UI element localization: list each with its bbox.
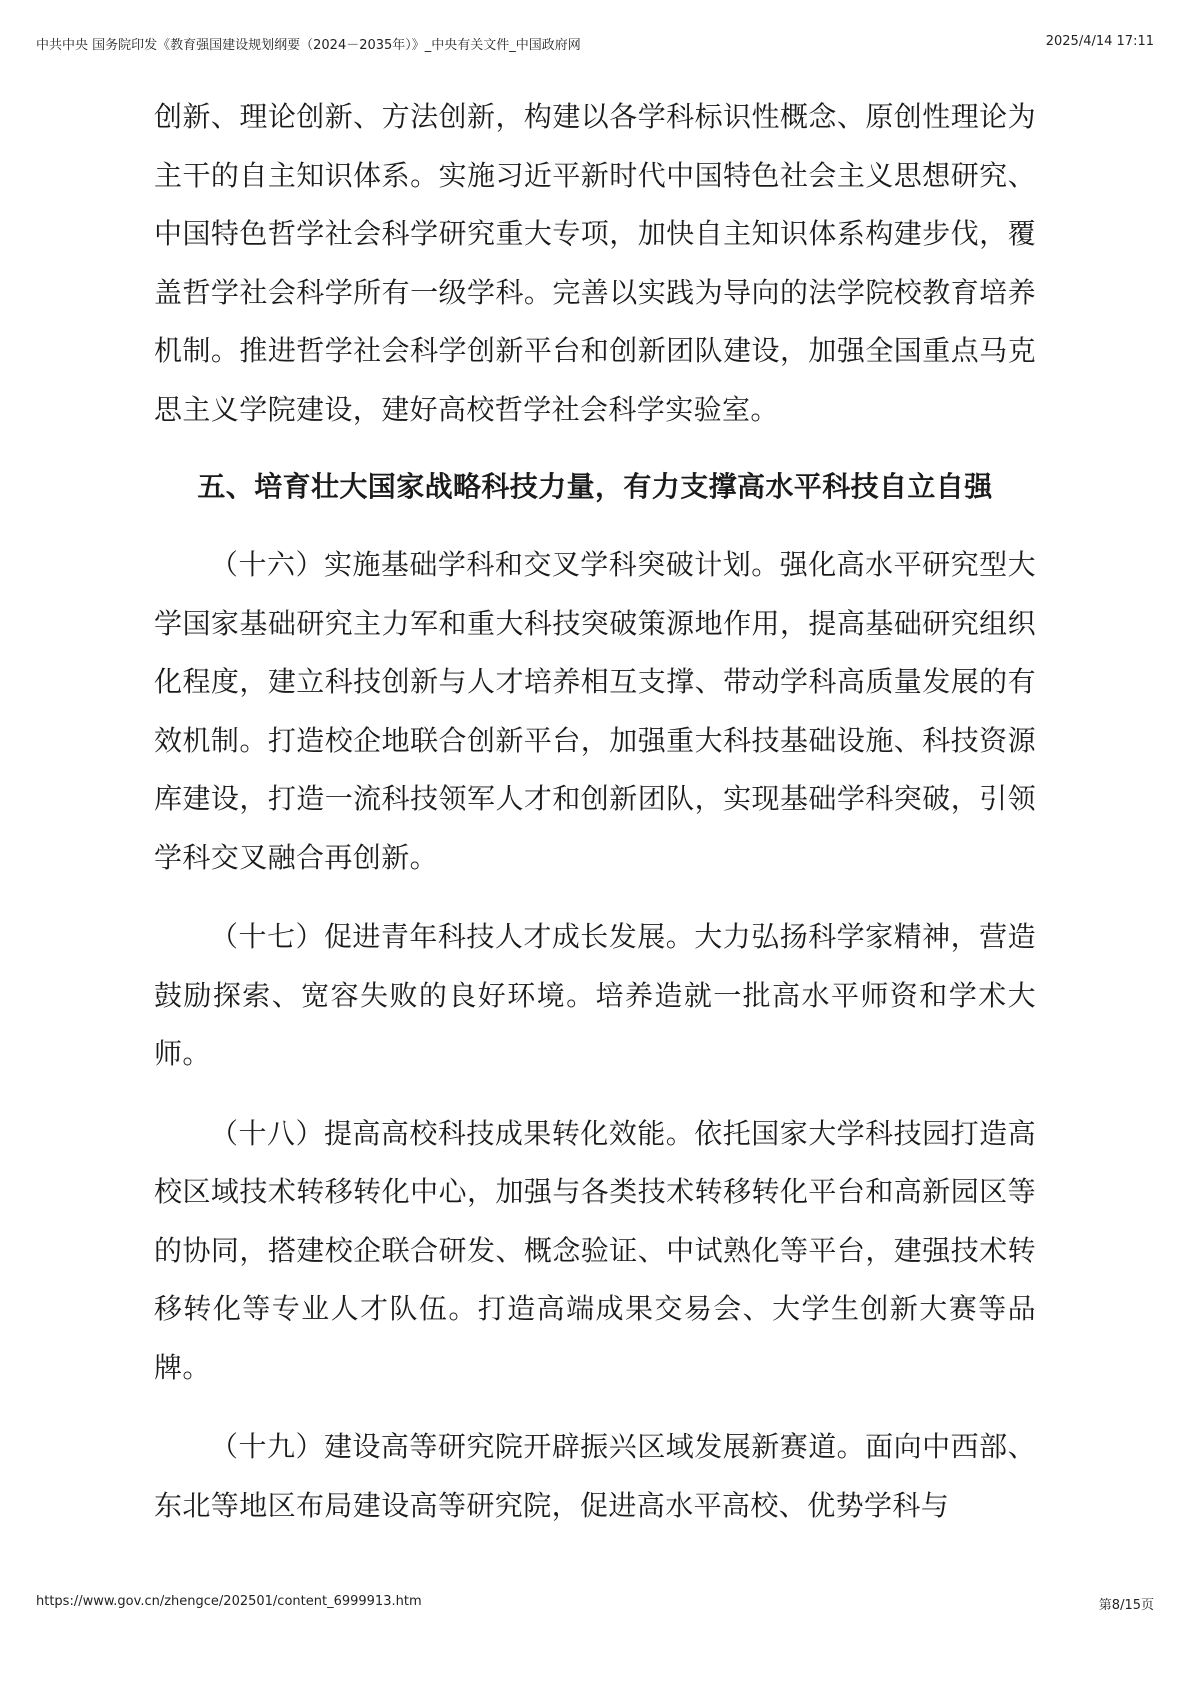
print-datetime: 2025/4/14 17:11 (1045, 34, 1154, 49)
document-body (154, 88, 1036, 1535)
paragraph-19: （十九）建设高等研究院开辟振兴区域发展新赛道。面向中西部、东北等地区布局建设高等研究院，促进高水平高校、优势学科与 (154, 1430, 1036, 1522)
print-footer (36, 1594, 1154, 1614)
page-url: https://www.gov.cn/zhengce/202501/content_6999913.htm (36, 1594, 422, 1609)
paragraph-18: （十八）提高高校科技成果转化效能。依托国家大学科技园打造高校区域技术转移转化中心，加强与各类技术转移转化平台和高新园区等的协同，搭建校企联合研发、概念验证、中试熟化等平台，建强技术转移转化等专业人才队伍。打造高端成果交易会、大学生创新大赛等品牌。 (154, 1116, 1036, 1384)
print-header (36, 34, 1154, 54)
page-title: 中共中央 国务院印发《教育强国建设规划纲要（2024－2035年）》_中央有关文件_中国政府网 (36, 38, 581, 53)
section-heading: 五、培育壮大国家战略科技力量，有力支撑高水平科技自立自强 (197, 470, 993, 503)
paragraph-16: （十六）实施基础学科和交叉学科突破计划。强化高水平研究型大学国家基础研究主力军和重大科技突破策源地作用，提高基础研究组织化程度，建立科技创新与人才培养相互支撑、带动学科高质量发展的有效机制。打造校企地联合创新平台，加强重大科技基础设施、科技资源库建设，打造一流科技领军人才和创新团队，实现基础学科突破，引领学科交叉融合再创新。 (154, 548, 1036, 874)
page-indicator: 第8/15页 (1098, 1598, 1154, 1613)
paragraph-17: （十七）促进青年科技人才成长发展。大力弘扬科学家精神，营造鼓励探索、宽容失败的良好环境。培养造就一批高水平师资和学术大师。 (154, 920, 1036, 1070)
intro-paragraph: 创新、理论创新、方法创新，构建以各学科标识性概念、原创性理论为主干的自主知识体系。实施习近平新时代中国特色社会主义思想研究、中国特色哲学社会科学研究重大专项，加快自主知识体系构建步伐，覆盖哲学社会科学所有一级学科。完善以实践为导向的法学院校教育培养机制。推进哲学社会科学创新平台和创新团队建设，加强全国重点马克思主义学院建设，建好高校哲学社会科学实验室。 (154, 100, 1036, 426)
